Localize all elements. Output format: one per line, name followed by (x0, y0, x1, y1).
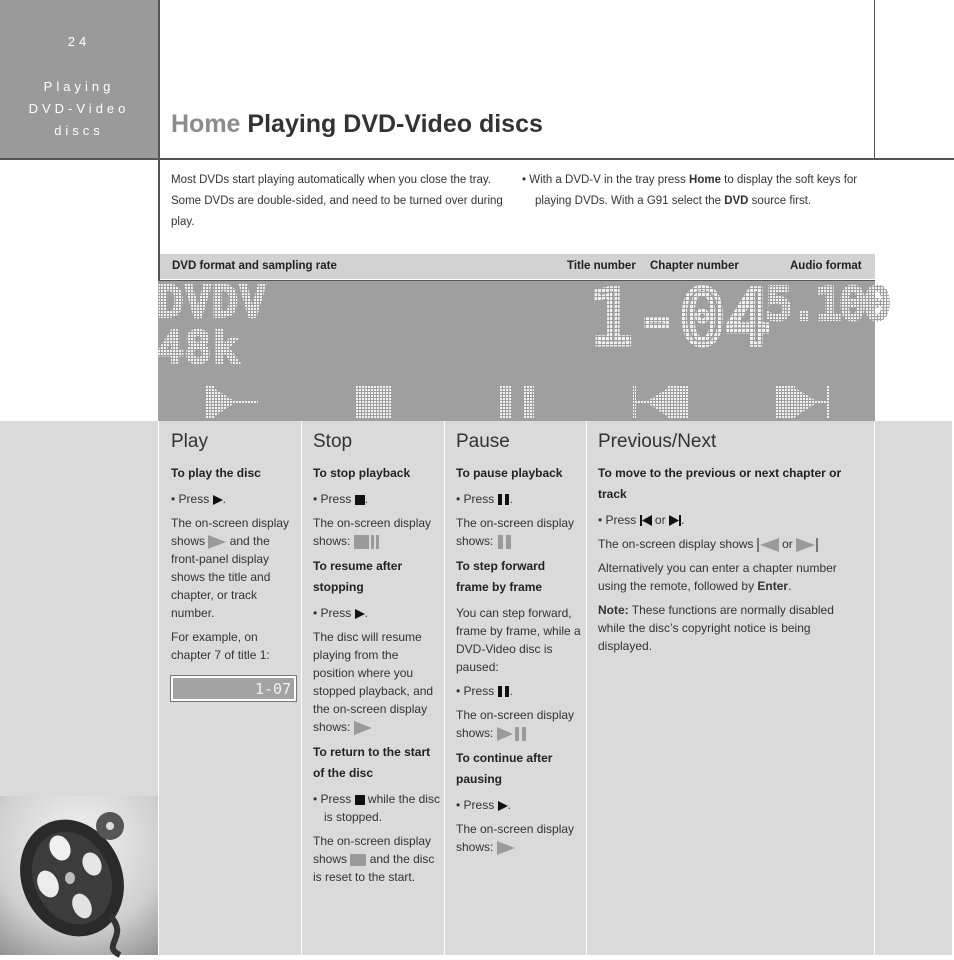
stop-icon (355, 795, 365, 805)
note-text: These functions are normally disabled while the disc’s copyright notice is being displayed. (598, 603, 834, 653)
heading-play: Play (171, 431, 208, 452)
note-label: Note: (598, 603, 629, 617)
column-previous-next (598, 430, 863, 661)
subheading-play-disc: To play the disc (171, 466, 261, 480)
onscreen-display-panel (158, 273, 889, 421)
resume-description (313, 628, 441, 736)
page-title (171, 110, 543, 139)
subheading-step-forward: To step forward frame by frame (456, 559, 546, 594)
osd-text: The on-screen display shows (171, 516, 290, 548)
film-reel-icon (0, 796, 158, 955)
osd-play-icon (208, 535, 226, 549)
or-text: or (782, 537, 793, 551)
subheading-continue: To continue after pausing (456, 751, 553, 786)
press-label: Press (178, 492, 210, 506)
play-icon (213, 495, 223, 505)
alternative-description (598, 559, 863, 595)
resume-text: The disc will resume playing from the position where you stopped playback, and the on-screen display shows: (313, 630, 434, 734)
softkey-previous-icon[interactable] (633, 386, 688, 419)
heading-stop: Stop (313, 431, 353, 452)
osd-description (456, 514, 581, 550)
section-tab (0, 0, 158, 159)
instruction-press-prev-next: • Press or . (598, 513, 685, 527)
osd-text: The on-screen display shows (598, 537, 754, 551)
next-icon (669, 515, 681, 526)
divider (0, 158, 954, 160)
subheading-move-chapter: To move to the previous or next chapter or track (598, 466, 842, 501)
osd-next-icon (796, 537, 818, 553)
home-key: Home (689, 174, 721, 186)
osd-play-icon (354, 721, 372, 735)
alt-text: Alternatively you can enter a chapter number using the remote, followed by (598, 561, 837, 593)
label-title-number: Title number (567, 260, 636, 272)
example-display-svg (173, 678, 294, 699)
instruction-press-play: • Press . (171, 492, 226, 506)
instruction-press-play: • Press . (313, 606, 368, 620)
osd-text: and the disc is reset to the start. (313, 852, 435, 884)
press-label: Press (463, 492, 495, 506)
osd-play-icon (497, 841, 515, 855)
pause-icon (498, 686, 510, 697)
instruction-press-pause: • Press . (456, 684, 513, 698)
press-label: Press (320, 792, 352, 806)
title-accent: Home (171, 110, 241, 138)
subheading-stop-playback: To stop playback (313, 466, 411, 480)
osd-description (456, 820, 581, 856)
divider (586, 421, 587, 955)
osd-text: The on-screen display shows: (456, 708, 575, 740)
example-display (171, 676, 296, 701)
divider (158, 421, 159, 955)
example-display-value: 1-07 (255, 680, 292, 698)
osd-text: The on-screen display shows: (456, 516, 575, 548)
osd-previous-icon (757, 537, 779, 553)
page-number: 24 (67, 34, 91, 49)
divider (874, 0, 875, 159)
display-audio-format: 5.100 (766, 279, 889, 330)
heading-previous-next: Previous/Next (598, 431, 717, 452)
osd-pause-icon (497, 534, 513, 550)
step-description: You can step forward, frame by frame, while a DVD-Video disc is paused: (456, 606, 581, 674)
previous-icon (640, 515, 652, 526)
softkey-next-icon[interactable] (775, 386, 829, 419)
display-track-number: 1-04 (588, 273, 772, 362)
press-label: Press (320, 492, 352, 506)
play-icon (355, 609, 365, 619)
osd-description (456, 706, 581, 742)
instruction-press-play: • Press . (456, 798, 511, 812)
section-label: Playing DVD-Video discs (28, 79, 130, 138)
intro-text: With a DVD-V in the tray press (529, 174, 690, 186)
osd-stop-pause-icon (354, 534, 380, 550)
dvd-key: DVD (724, 195, 749, 207)
softkey-play-icon[interactable] (205, 386, 258, 419)
osd-text: The on-screen display shows (313, 834, 432, 866)
osd-stop-icon (350, 854, 366, 866)
press-label: Press (605, 513, 637, 527)
intro-paragraph: Most DVDs start playing automatically when you close the tray. Some DVDs are double-sided, and need to be turned over during play. (171, 174, 503, 228)
intro-instruction (522, 170, 867, 212)
osd-text: The on-screen display shows: (313, 516, 432, 548)
instruction-press-pause: • Press . (456, 492, 513, 506)
osd-description (313, 514, 441, 550)
osd-description (171, 514, 296, 622)
divider (301, 421, 302, 955)
instruction-press-stop: • Press while the disc is stopped. (313, 792, 440, 824)
press-text: while the disc is stopped. (324, 792, 440, 824)
press-label: Press (463, 684, 495, 698)
label-format: DVD format and sampling rate (172, 260, 337, 272)
divider (874, 421, 875, 955)
bullet: • (522, 174, 527, 186)
heading-pause: Pause (456, 431, 510, 452)
alt-text: . (788, 579, 792, 593)
enter-key: Enter (757, 579, 789, 593)
label-audio-format: Audio format (790, 260, 862, 272)
film-reel-photo (0, 796, 158, 955)
column-stop (313, 430, 441, 892)
display-svg (158, 273, 889, 422)
osd-text: and the front-panel display shows the title and chapter, or track number. (171, 534, 271, 620)
osd-description (598, 535, 863, 553)
subheading-return-start: To return to the start of the disc (313, 745, 431, 780)
example-text: For example, on chapter 7 of title 1: (171, 630, 270, 662)
softkey-pause-icon[interactable] (500, 386, 534, 419)
softkey-stop-icon[interactable] (355, 386, 391, 419)
format-line1: DVDV (158, 277, 268, 326)
divider (444, 421, 445, 955)
format-line2: 48k (158, 323, 240, 372)
osd-step-icon (497, 726, 529, 742)
press-label: Press (320, 606, 352, 620)
intro-text: source first. (748, 195, 812, 207)
press-label: Press (463, 798, 495, 812)
column-pause (456, 430, 581, 862)
or-text: or (654, 513, 666, 527)
column-play (171, 430, 296, 701)
stop-icon (355, 495, 365, 505)
osd-text: The on-screen display shows: (456, 822, 575, 854)
subheading-pause-playback: To pause playback (456, 466, 563, 480)
display-format-text (158, 277, 267, 372)
title-text: Playing DVD-Video discs (240, 110, 543, 138)
intro-text: to display the soft keys for playing DVDs. With a G91 select the (535, 174, 858, 207)
instruction-press-stop: • Press . (313, 492, 368, 506)
osd-description (313, 832, 441, 886)
note (598, 601, 863, 655)
pause-icon (498, 494, 510, 505)
label-chapter-number: Chapter number (650, 260, 739, 272)
play-icon (498, 801, 508, 811)
subheading-resume: To resume after stopping (313, 559, 403, 594)
